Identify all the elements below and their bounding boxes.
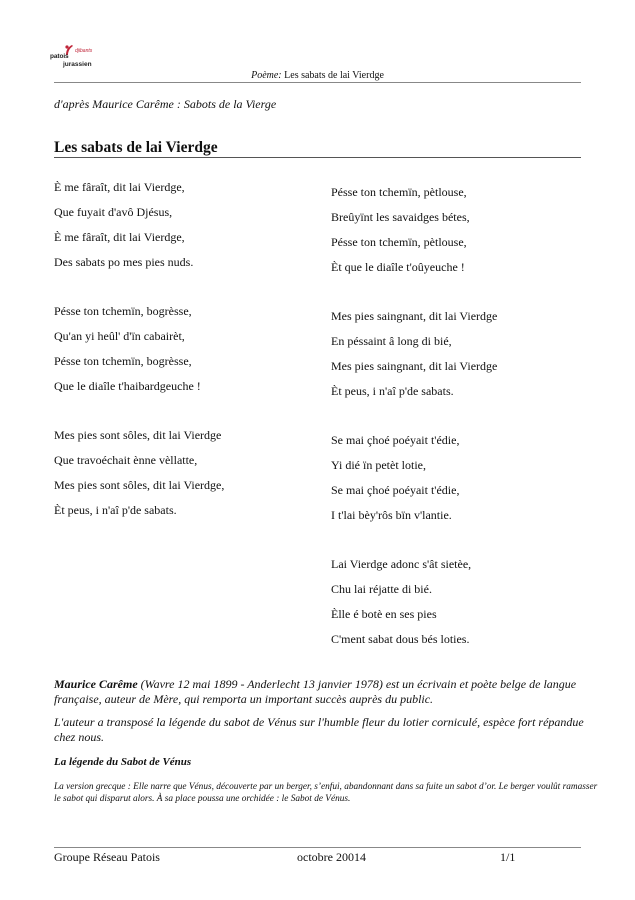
- logo-tag: djibants: [75, 48, 93, 54]
- poem-line: Se mai çhoé poéyait t'édie,: [331, 433, 460, 447]
- logo-line-2: jurassien: [63, 61, 92, 68]
- poem-line: Pésse ton tchemïn, bogrèsse,: [54, 354, 192, 368]
- legend-text: La version grecque : Elle narre que Vénus, découverte par un berger, s’enfui, abandonnant dans sa fuite un sabot d’or. Le berger voulût ramasser le sabot qui disparut alors. À sa place poussa une orchidée : le Sabot de Vénus.: [54, 782, 598, 804]
- poem-line: Que travoéchait ènne vèllatte,: [54, 453, 198, 467]
- logo-line-1: patois: [50, 53, 69, 60]
- poem-left-column: [54, 177, 324, 549]
- footer-divider: [54, 847, 581, 848]
- poem-line: È me fâraît, dit lai Vierdge,: [54, 180, 185, 194]
- stanza: [331, 554, 591, 654]
- header-title: Les sabats de lai Vierdge: [281, 70, 384, 81]
- poem-line: Èt peus, i n'aî p'de sabats.: [54, 503, 177, 517]
- stanza: [331, 430, 591, 530]
- footer-organization: Groupe Réseau Patois: [54, 850, 160, 864]
- footer-page-number: 1/1: [500, 850, 516, 864]
- poem-line: I t'lai bèy'rôs bïn v'lantie.: [331, 508, 452, 522]
- poem-line: Lai Vierdge adonc s'ât sietèe,: [331, 557, 472, 571]
- subtitle: d'après Maurice Carême : Sabots de la Vierge: [54, 97, 277, 111]
- poem-line: Pésse ton tchemïn, bogrèsse,: [54, 304, 192, 318]
- poem-line: Mes pies sont sôles, dit lai Vierdge,: [54, 478, 225, 492]
- stanza: [331, 182, 591, 282]
- poem-line: Èt peus, i n'aî p'de sabats.: [331, 384, 454, 398]
- poem-line: Des sabats po mes pies nuds.: [54, 255, 194, 269]
- poem-line: Pésse ton tchemïn, pètlouse,: [331, 185, 467, 199]
- poem-line: Chu lai réjatte di bié.: [331, 582, 432, 596]
- header-divider: [54, 82, 581, 83]
- poem-line: Qu'an yi heûl' d'ïn cabairèt,: [54, 329, 185, 343]
- poem-right-column: [331, 182, 591, 678]
- stanza: [331, 306, 591, 406]
- title-divider: [54, 157, 581, 158]
- author-bio-text: (Wavre 12 mai 1899 - Anderlecht 13 janvier 1978) est un écrivain et poète belge de langue française, auteur de Mère, qui remporta un important succès auprès du public.: [54, 677, 577, 706]
- poem-line: Yi dié ïn petèt lotie,: [331, 458, 426, 472]
- legend-heading: La légende du Sabot de Vénus: [54, 756, 192, 768]
- poem-line: Mes pies sont sôles, dit lai Vierdge: [54, 428, 222, 442]
- running-header: [54, 70, 581, 81]
- transposition-note: L'auteur a transposé la légende du sabot de Vénus sur l'humble fleur du lotier corniculé, espèce fort répandue chez nous.: [54, 715, 584, 744]
- page-title: Les sabats de lai Vierdge: [54, 139, 218, 156]
- poem-line: Mes pies saingnant, dit lai Vierdge: [331, 359, 498, 373]
- poem-line: Èt que le diaîle t'oûyeuche !: [331, 260, 465, 274]
- stanza: [54, 425, 324, 525]
- poem-line: Pésse ton tchemïn, pètlouse,: [331, 235, 467, 249]
- poem-line: C'ment sabat dous bés loties.: [331, 632, 470, 646]
- footer-date: octobre 20014: [297, 850, 366, 864]
- poem-line: Que le diaîle t'haibardgeuche !: [54, 379, 201, 393]
- stanza: [54, 177, 324, 277]
- logo: [50, 44, 110, 70]
- poem-line: Breûyïnt les savaidges bétes,: [331, 210, 470, 224]
- poem-line: È me fâraît, dit lai Vierdge,: [54, 230, 185, 244]
- author-name: Maurice Carême: [54, 677, 138, 691]
- poem-line: Que fuyait d'avô Djésus,: [54, 205, 173, 219]
- poem-line: Èlle é botè en ses pies: [331, 607, 437, 621]
- author-bio: [54, 677, 594, 707]
- poem-line: Mes pies saingnant, dit lai Vierdge: [331, 309, 498, 323]
- poem-line: En péssaint â long di bié,: [331, 334, 452, 348]
- poem-line: Se mai çhoé poéyait t'édie,: [331, 483, 460, 497]
- header-label: Poème:: [251, 70, 282, 81]
- stanza: [54, 301, 324, 401]
